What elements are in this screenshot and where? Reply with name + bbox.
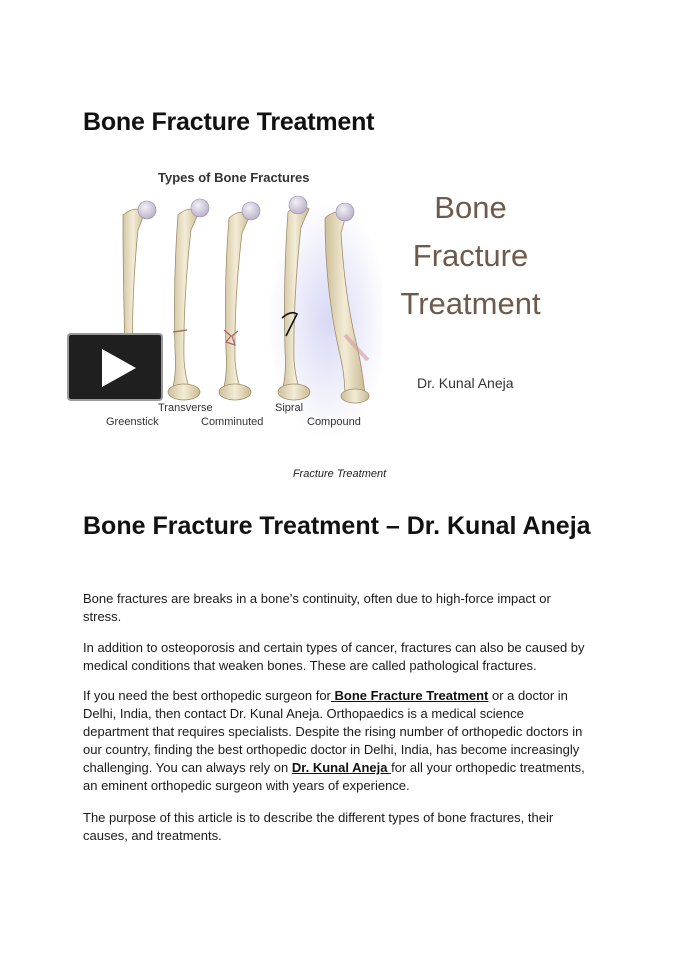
label-transverse: Transverse xyxy=(158,402,213,414)
femur-transverse xyxy=(168,199,209,400)
paragraph-pathological: In addition to osteoporosis and certain types of cancer, fractures can also be caused by medical conditions that weaken bones. These are called pathological fractures. xyxy=(83,640,585,673)
link-dr-kunal-aneja[interactable]: Dr. Kunal Aneja xyxy=(291,760,392,775)
paragraph-intro: Bone fractures are breaks in a bone’s continuity, often due to high-force impact or stress. xyxy=(83,591,551,624)
promo-line-1: Bone xyxy=(434,190,507,225)
play-icon xyxy=(102,349,136,387)
paragraph-purpose: The purpose of this article is to describe the different types of bone fractures, their causes, and treatments. xyxy=(83,810,554,843)
link-bone-fracture-treatment[interactable]: Bone Fracture Treatment xyxy=(330,688,489,703)
label-compound: Compound xyxy=(307,416,361,428)
label-spiral: Sipral xyxy=(275,402,304,414)
label-comminuted: Comminuted xyxy=(201,416,264,428)
page-title: Bone Fracture Treatment xyxy=(83,108,375,136)
article-title: Bone Fracture Treatment – Dr. Kunal Aneja xyxy=(83,512,591,540)
paragraph-contact xyxy=(83,687,588,795)
promo-line-3: Treatment xyxy=(400,286,541,321)
promo-line-2: Fracture xyxy=(412,238,529,273)
paragraph-contact-text-a: If you need the best orthopedic surgeon for xyxy=(83,688,331,703)
femur-comminuted xyxy=(219,202,260,400)
promo-text xyxy=(388,184,553,328)
label-greenstick: Greenstick xyxy=(106,416,159,428)
paragraph-contact-text-b: or a doctor in Delhi, India, then contact Dr. Kunal Aneja. Orthopaedics is a medical science department that requires specialists. Despite the rising number of orthopedic doctors in our country, finding the best orthopedic doctor in Delhi, India, has become increasingly challenging. You can always rely on xyxy=(83,688,583,775)
figure-caption: Fracture Treatment xyxy=(292,468,387,480)
paragraph-contact-text-c: for all your orthopedic treatments, an eminent orthopedic surgeon with years of experience. xyxy=(83,760,585,793)
doctor-name: Dr. Kunal Aneja xyxy=(417,375,514,391)
play-button[interactable] xyxy=(67,333,163,401)
figure-heading: Types of Bone Fractures xyxy=(158,170,310,185)
